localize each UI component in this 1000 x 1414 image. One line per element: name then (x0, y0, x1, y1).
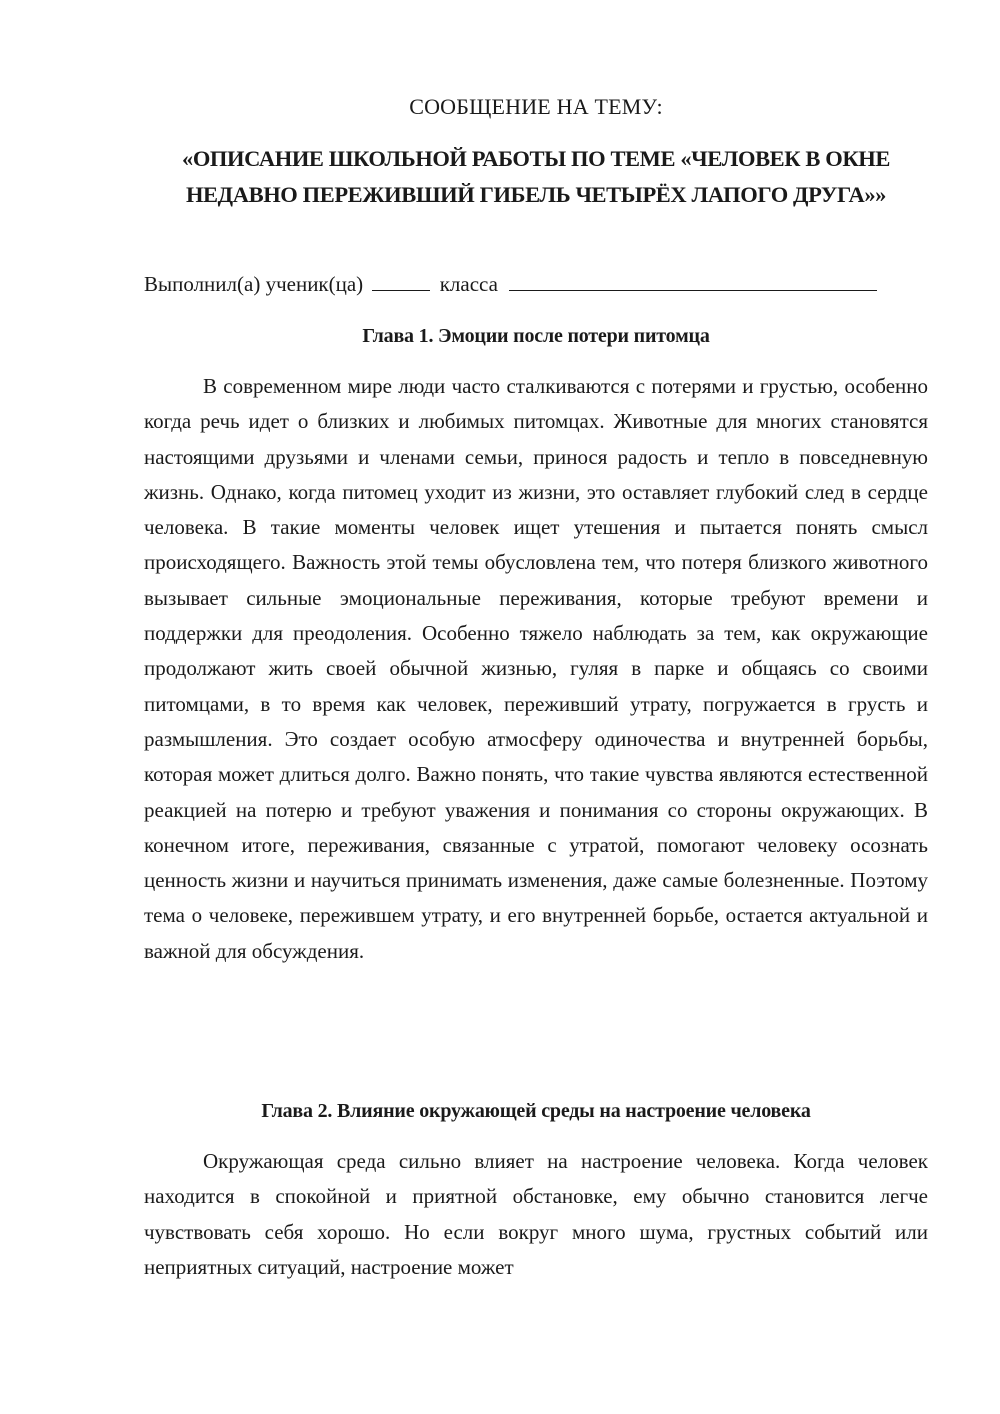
document-title: «ОПИСАНИЕ ШКОЛЬНОЙ РАБОТЫ ПО ТЕМЕ «ЧЕЛОВЕК В ОКНЕ НЕДАВНО ПЕРЕЖИВШИЙ ГИБЕЛЬ ЧЕТЫРЁХ ЛАПОГО ДРУГА»» (181, 146, 890, 207)
student-name-blank[interactable] (509, 270, 877, 291)
author-line (144, 270, 928, 298)
chapter-2-paragraph: Окружающая среда сильно влияет на настроение человека. Когда человек находится в спокойной и приятной обстановке, ему обычно становится легче чувствовать себя хорошо. Но если вокруг много шума, грустных событий или неприятных ситуаций, настроение может (144, 1149, 928, 1279)
class-word: класса (439, 272, 498, 296)
class-number-blank[interactable] (372, 270, 430, 291)
topic-label: СООБЩЕНИЕ НА ТЕМУ: (409, 94, 663, 119)
author-prefix: Выполнил(а) ученик(ца) (144, 272, 364, 296)
chapter-2-title: Глава 2. Влияние окружающей среды на настроение человека (261, 1100, 811, 1122)
chapter-1-title: Глава 1. Эмоции после потери питомца (362, 325, 710, 347)
chapter-1-paragraph: В современном мире люди часто сталкиваются с потерями и грустью, особенно когда речь идет о близких и любимых питомцах. Животные для многих становятся настоящими друзьями и членами семьи, принося радость и тепло в повседневную жизнь. Однако, когда питомец уходит из жизни, это оставляет глубокий след в сердце человека. В такие моменты человек ищет утешения и пытается понять смысл происходящего. Важность этой темы обусловлена тем, что потеря близкого животного вызывает сильные эмоциональные переживания, которые требуют времени и поддержки для преодоления. Особенно тяжело наблюдать за тем, как окружающие продолжают жить своей обычной жизнью, гуляя в парке и общаясь со своими питомцами, в то время как человек, переживший утрату, погружается в грусть и размышления. Это создает особую атмосферу одиночества и внутренней борьбы, которая может длиться долго. Важно понять, что такие чувства являются естественной реакцией на потерю и требуют уважения и понимания со стороны окружающих. В конечном итоге, переживания, связанные с утратой, помогают человеку осознать ценность жизни и научиться принимать изменения, даже самые болезненные. Поэтому тема о человеке, пережившем утрату, и его внутренней борьбе, остается актуальной и важной для обсуждения. (144, 374, 928, 963)
